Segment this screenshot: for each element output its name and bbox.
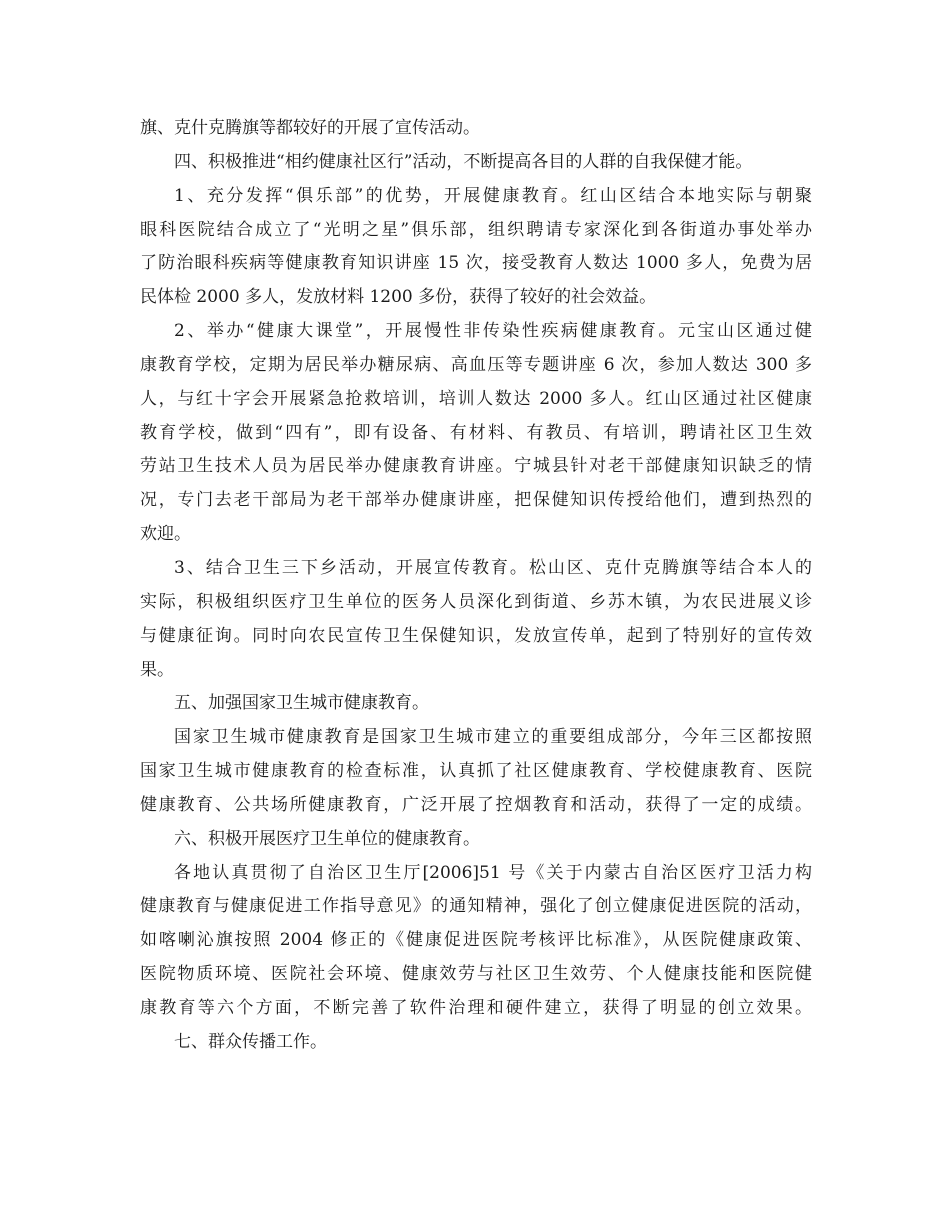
- text-line: 健康教育、公共场所健康教育，广泛开展了控烟教育和活动，获得了一定的成绩。: [140, 794, 812, 815]
- text-line: 七、群众传播工作。: [174, 1031, 327, 1052]
- text-line: 果。: [140, 659, 174, 680]
- text-line: 3、结合卫生三下乡活动，开展宣传教育。松山区、克什克腾旗等结合本人的: [174, 557, 812, 578]
- text-line: 欢迎。: [140, 524, 191, 545]
- text-line: 实际，积极组织医疗卫生单位的医务人员深化到街道、乡苏木镇，为农民进展义诊: [140, 591, 812, 612]
- text-line: 民体检 2000 多人，发放材料 1200 多份，获得了较好的社会效益。: [140, 287, 657, 308]
- text-line: 国家卫生城市健康教育的检查标准，认真抓了社区健康教育、学校健康教育、医院: [140, 761, 812, 782]
- text-line: 劳站卫生技术人员为居民举办健康教育讲座。宁城县针对老干部健康知识缺乏的情: [140, 456, 812, 477]
- text-line: 康教育等六个方面，不断完善了软件治理和硬件建立，获得了明显的创立效果。: [140, 997, 812, 1018]
- text-line: 人，与红十字会开展紧急抢救培训，培训人数达 2000 多人。红山区通过社区健康: [140, 388, 812, 409]
- text-line: 1、充分发挥“俱乐部”的优势，开展健康教育。红山区结合本地实际与朝聚: [174, 185, 812, 206]
- text-line: 旗、克什克腾旗等都较好的开展了宣传活动。: [140, 118, 480, 138]
- text-line: 与健康征询。同时向农民宣传卫生保健知识，发放宣传单，起到了特别好的宣传效: [140, 625, 812, 646]
- text-line: 了防治眼科疾病等健康教育知识讲座 15 次，接受教育人数达 1000 多人，免费为居: [140, 253, 812, 274]
- text-line: 四、积极推进“相约健康社区行”活动，不断提高各目的人群的自我保健才能。: [174, 151, 753, 172]
- text-line: 国家卫生城市健康教育是国家卫生城市建立的重要组成部分，今年三区都按照: [174, 727, 812, 748]
- text-line: 各地认真贯彻了自治区卫生厅[2006]51 号《关于内蒙古自治区医疗卫活力构: [174, 862, 812, 883]
- text-line: 医院物质环境、医院社会环境、健康效劳与社区卫生效劳、个人健康技能和医院健: [140, 964, 812, 985]
- text-line: 六、积极开展医疗卫生单位的健康教育。: [174, 828, 480, 849]
- text-line: 康教育学校，定期为居民举办糖尿病、高血压等专题讲座 6 次，参加人数达 300 多: [140, 354, 812, 375]
- document-page: [140, 112, 812, 1060]
- text-line: 健康教育与健康促进工作指导意见》的通知精神，强化了创立健康促进医院的活动，: [140, 896, 812, 917]
- text-line: 况，专门去老干部局为老干部举办健康讲座，把保健知识传授给他们，遭到热烈的: [140, 490, 812, 511]
- text-line: 五、加强国家卫生城市健康教育。: [174, 693, 429, 714]
- document-body: [140, 112, 812, 1060]
- text-line: 2、举办“健康大课堂”，开展慢性非传染性疾病健康教育。元宝山区通过健: [174, 321, 812, 342]
- text-line: 教育学校，做到“四有”，即有设备、有材料、有教员、有培训，聘请社区卫生效: [140, 422, 812, 443]
- text-line: 如喀喇沁旗按照 2004 修正的《健康促进医院考核评比标准》，从医院健康政策、: [140, 930, 812, 951]
- text-line: 眼科医院结合成立了“光明之星”俱乐部，组织聘请专家深化到各街道办事处举办: [140, 219, 812, 240]
